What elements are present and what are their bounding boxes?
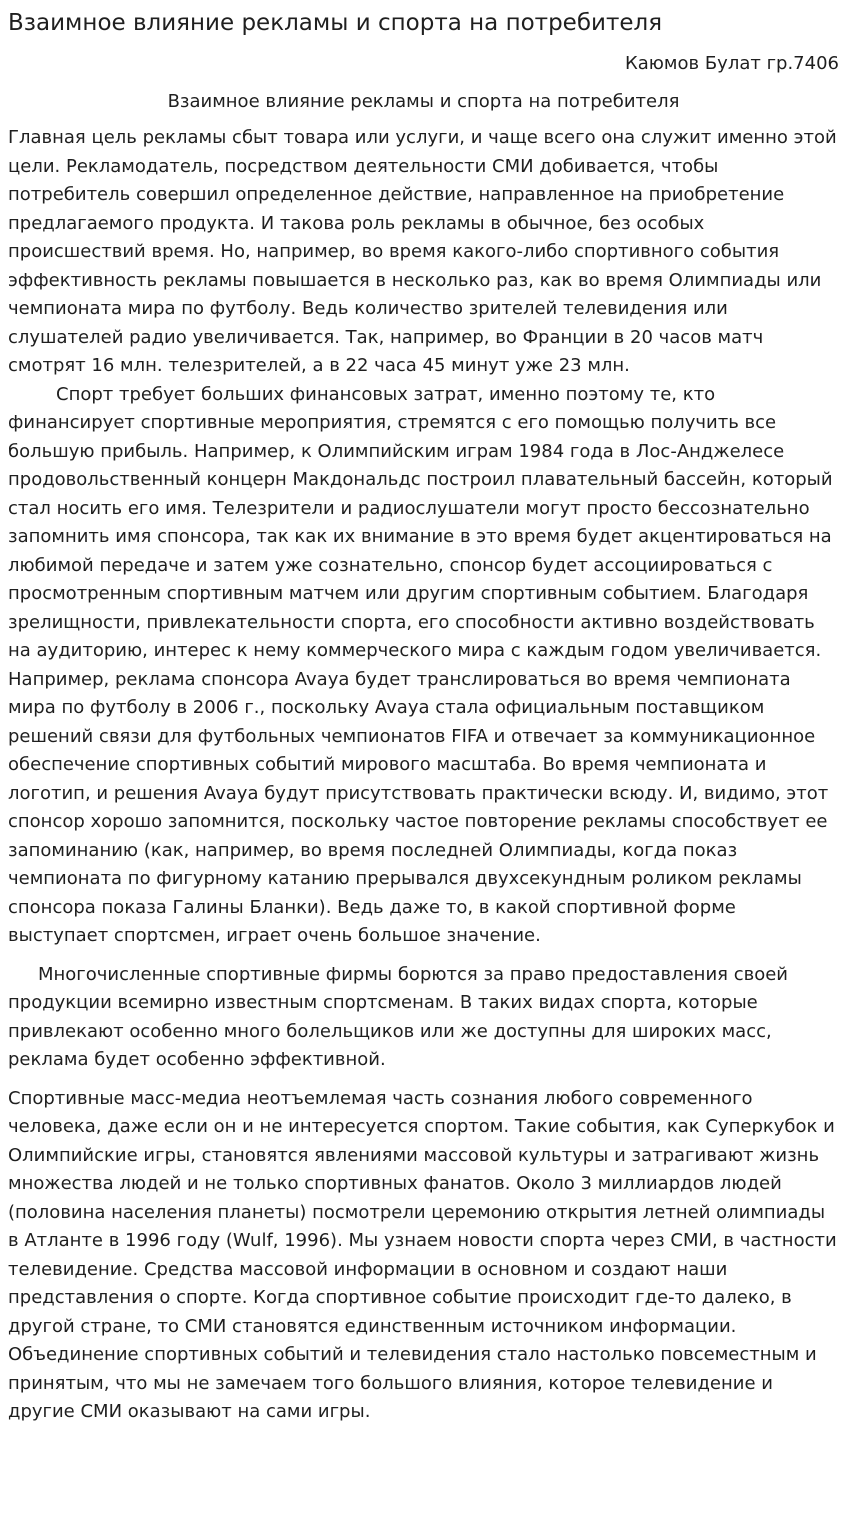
paragraph-3: Многочисленные спортивные фирмы борются за право предоставления своей продукции всемирно известным спортсменам. В таких видах спорта, которые привлекают особенно много болельщиков или же доступны для широких масс, реклама будет особенно эффективной. <box>8 963 788 1070</box>
paragraph-2: Спорт требует больших финансовых затрат, именно поэтому те, кто финансирует спортивные мероприятия, стремятся с его помощью получить все большую прибыль. Например, к Олимпийским играм 1984 года в Лос-Анджелесе продовольственный концерн Макдональдс построил плавательный бассейн, который стал носить его имя. Телезрители и радиослушатели могут просто бессознательно запомнить имя спонсора, так как их внимание в это время будет акцентироваться на любимой передаче и затем уже сознательно, спонсор будет ассоциироваться с просмотренным спортивным матчем или другим спортивным событием. Благодаря зрелищности, привлекательности спорта, его способности активно воздействовать на аудиторию, интерес к нему коммерческого мира с каждым годом увеличивается. Например, реклама спонсора Avaya будет транслироваться во время чемпионата мира по футболу в 2006 г., поскольку Avaya стала официальным поставщиком решений связи для футбольных чемпионатов FIFA и отвечает за коммуникационное обеспечение спортивных событий мирового масштаба. Во время чемпионата и логотип, и решения Avaya будут присутствовать практически всюду. И, видимо, этот спонсор хорошо запомнится, поскольку частое повторение рекламы способствует ее запоминанию (как, например, во время последней Олимпиады, когда показ чемпионата по фигурному катанию прерывался двухсекундным роликом рекламы спонсора показа Галины Бланки). Ведь даже то, в какой спортивной форме выступает спортсмен, играет очень большое значение. <box>8 383 833 946</box>
paragraph-1: Главная цель рекламы сбыт товара или услуги, и чаще всего она служит именно этой цели. Рекламодатель, посредством деятельности СМИ добивается, чтобы потребитель совершил определенное действие, направленное на приобретение предлагаемого продукта. И такова роль рекламы в обычное, без особых происшествий время. Но, например, во время какого-либо спортивного события эффективность рекламы повышается в несколько раз, как во время Олимпиады или чемпионата мира по футболу. Ведь количество зрителей телевидения или слушателей радио увеличивается. Так, например, во Франции в 20 часов матч смотрят 16 млн. телезрителей, а в 22 часа 45 минут уже 23 млн. <box>8 127 837 376</box>
paragraph-4: Спортивные масс-медиа неотъемлемая часть сознания любого современного человека, даже если он и не интересуется спортом. Такие события, как Суперкубок и Олимпийские игры, становятся явлениями массовой культуры и затрагивают жизнь множества людей и не только спортивных фанатов. Около 3 миллиардов людей (половина населения планеты) посмотрели церемонию открытия летней олимпиады в Атланте в 1996 году (Wulf, 1996). Мы узнаем новости спорта через СМИ, в частности телевидение. Средства массовой информации в основном и создают наши представления о спорте. Когда спортивное событие происходит где-то далеко, в другой стране, то СМИ становятся единственным источником информации. Объединение спортивных событий и телевидения стало настолько повсеместным и принятым, что мы не замечаем того большого влияния, которое телевидение и другие СМИ оказывают на сами игры. <box>8 1087 837 1422</box>
page-title: Взаимное влияние рекламы и спорта на потребителя <box>8 10 663 36</box>
author-line: Каюмов Булат гр.7406 <box>624 53 839 74</box>
essay-subtitle: Взаимное влияние рекламы и спорта на потребителя <box>167 91 680 112</box>
